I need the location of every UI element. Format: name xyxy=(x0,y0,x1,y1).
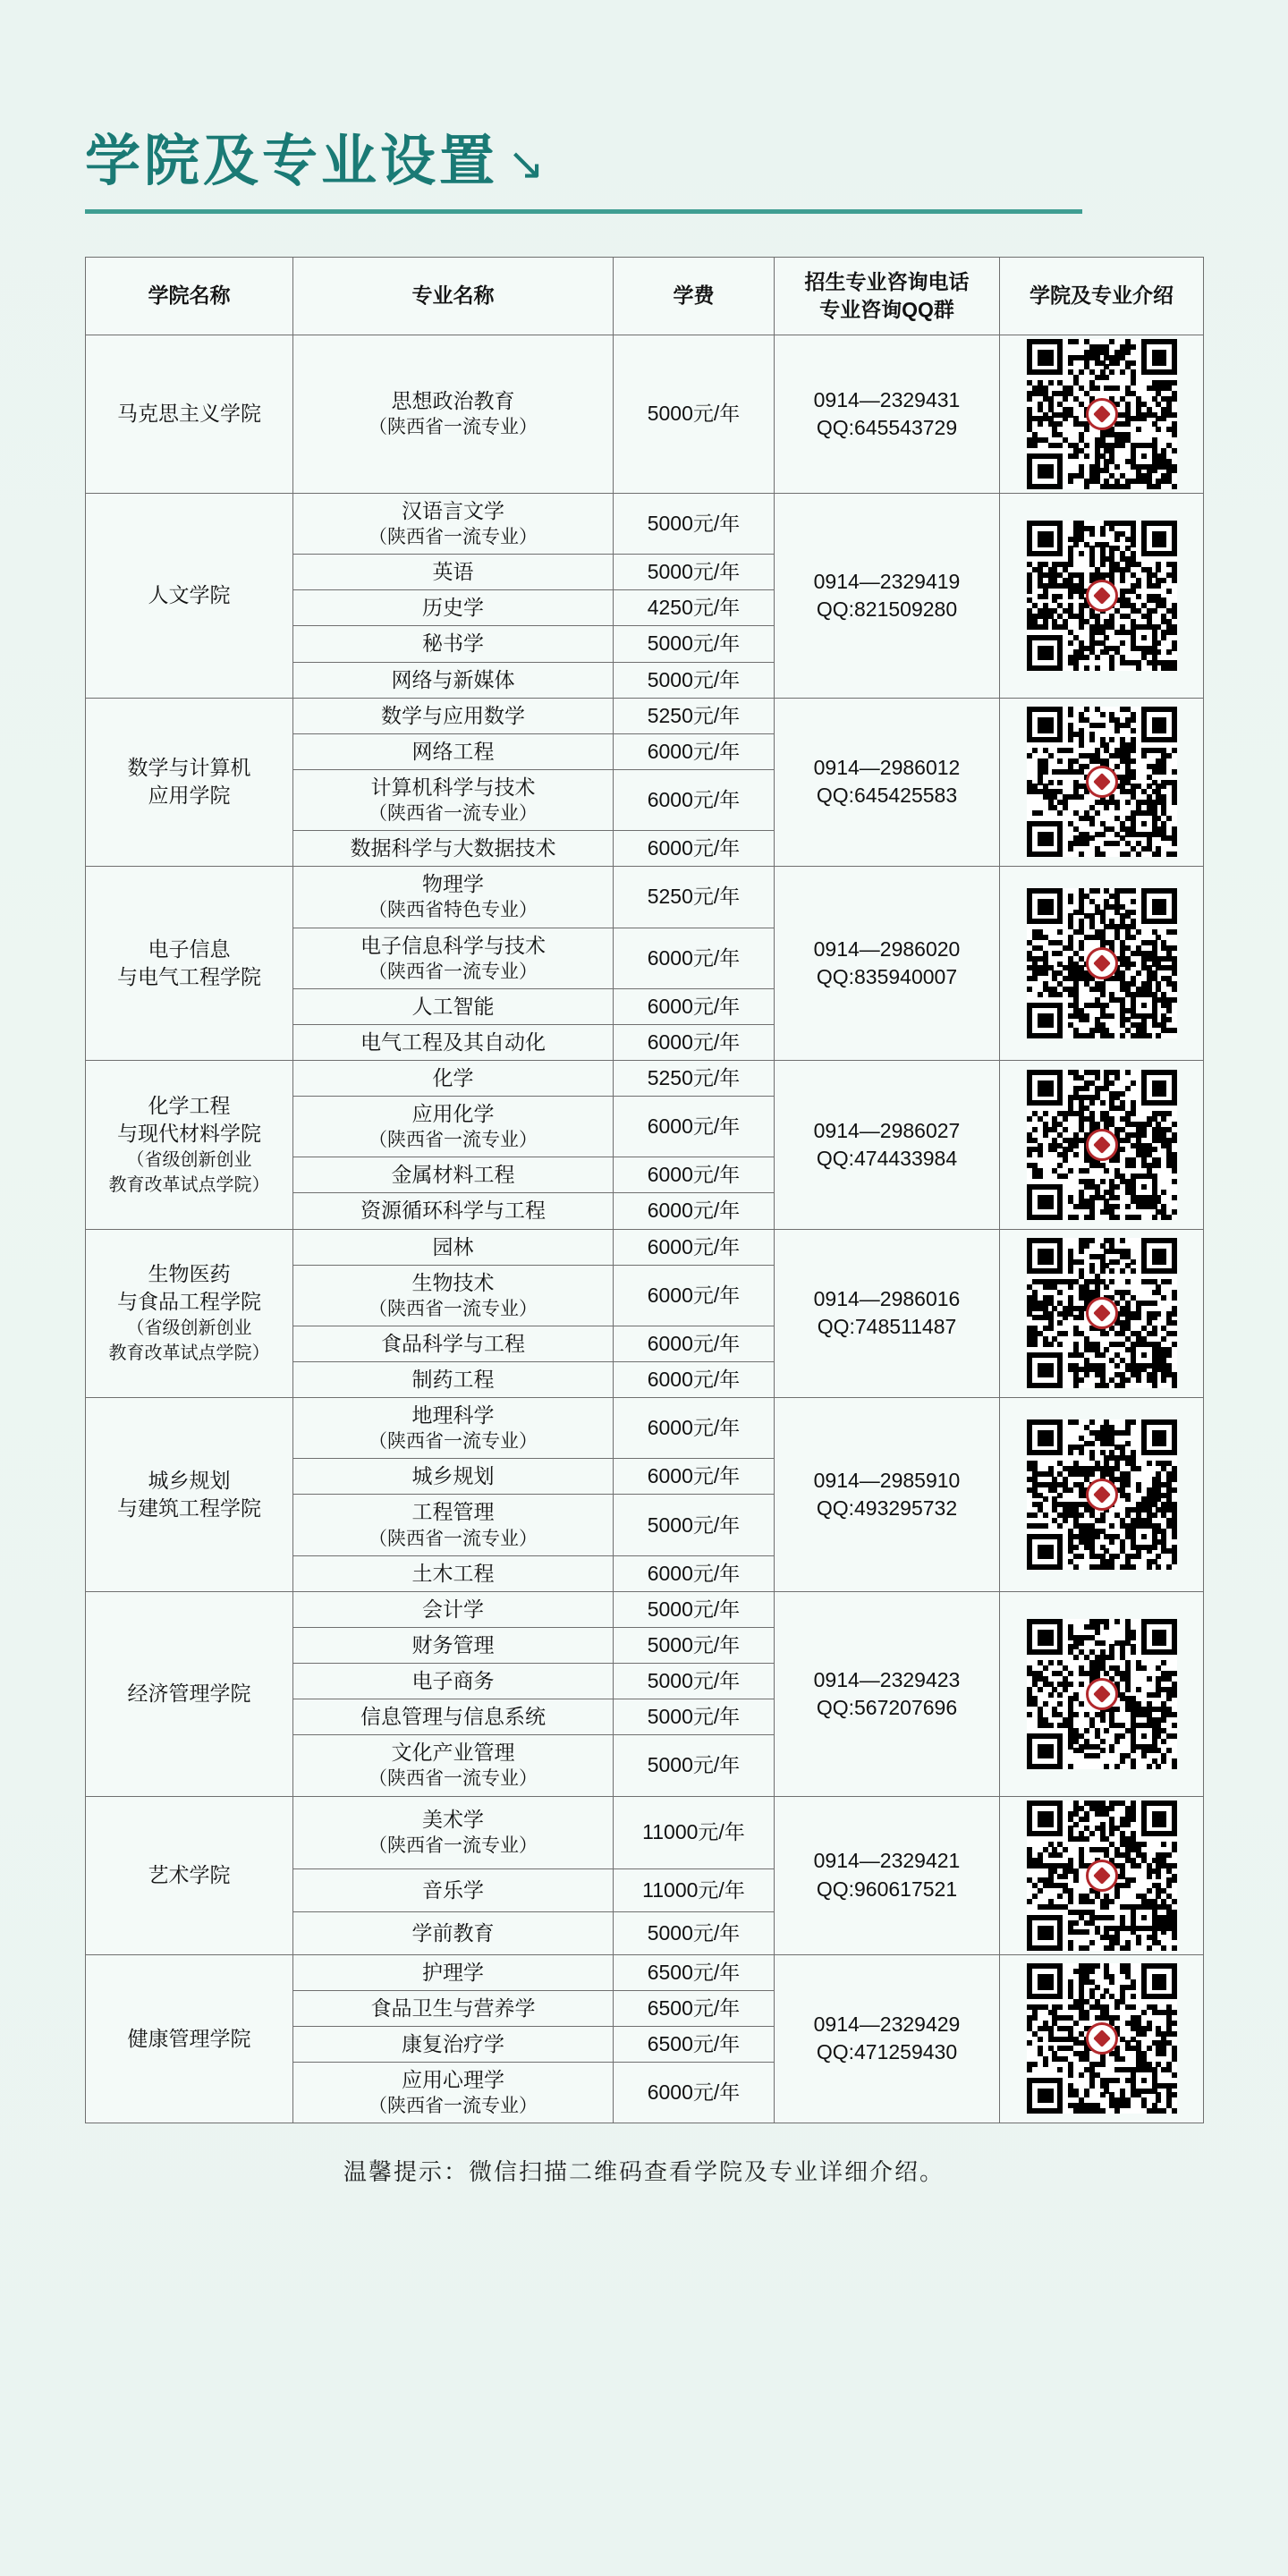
major-name: 网络与新媒体 xyxy=(391,667,515,691)
qr-center-seal-icon xyxy=(1086,1297,1118,1329)
college-name-cell xyxy=(86,1229,293,1398)
major-note: （陕西省一流专业） xyxy=(369,417,538,438)
major-name-cell xyxy=(293,1398,614,1459)
contact-phone: 0914—2329431 xyxy=(813,387,961,411)
table-row xyxy=(86,494,1204,555)
qr-code-icon[interactable] xyxy=(1027,707,1177,857)
major-name-cell xyxy=(293,626,614,662)
major-name-cell xyxy=(293,1326,614,1361)
tuition-fee-cell: 6500元/年 xyxy=(614,1954,775,1990)
major-name: 资源循环科学与工程 xyxy=(360,1199,546,1223)
contact-phone: 0914—2329419 xyxy=(813,569,961,593)
table-row xyxy=(86,1060,1204,1096)
footer-note: 温馨提示：微信扫描二维码查看学院及专业详细介绍。 xyxy=(343,2158,945,2186)
qr-center-seal-icon xyxy=(1086,947,1118,979)
qr-center-seal-icon xyxy=(1086,1678,1118,1710)
major-name: 应用心理学 xyxy=(402,2067,504,2091)
major-name-cell xyxy=(293,867,614,928)
major-name: 财务管理 xyxy=(411,1632,495,1657)
qr-code-icon[interactable] xyxy=(1027,888,1177,1038)
tuition-fee-cell: 5000元/年 xyxy=(614,1735,775,1796)
contact-phone: 0914—2985910 xyxy=(813,1468,961,1492)
major-name-cell xyxy=(293,733,614,769)
header-fee: 学费 xyxy=(614,258,775,335)
major-name: 康复治疗学 xyxy=(402,2031,504,2055)
title-divider xyxy=(85,209,1082,214)
major-note: （陕西省一流专业） xyxy=(369,2095,538,2116)
tuition-fee-cell: 6000元/年 xyxy=(614,1362,775,1398)
major-name: 应用化学 xyxy=(411,1102,495,1126)
tuition-fee-cell: 6500元/年 xyxy=(614,1990,775,2026)
contact-cell xyxy=(775,698,1000,867)
contact-cell xyxy=(775,335,1000,494)
major-name: 文化产业管理 xyxy=(391,1741,515,1765)
major-name-cell xyxy=(293,335,614,494)
tuition-fee-cell: 6000元/年 xyxy=(614,2062,775,2123)
college-name-cell xyxy=(86,1954,293,2123)
college-name-line: 人文学院 xyxy=(148,583,231,607)
college-name-sub: （省级创新创业 xyxy=(126,1318,252,1339)
major-name: 数学与应用数学 xyxy=(381,703,525,727)
contact-cell xyxy=(775,1398,1000,1592)
major-note: （陕西省一流专业） xyxy=(369,1431,538,1453)
header-college: 学院名称 xyxy=(86,258,293,335)
college-name-cell xyxy=(86,335,293,494)
major-name-cell xyxy=(293,1193,614,1229)
contact-phone: 0914—2986012 xyxy=(813,756,961,780)
contact-qq: QQ:474433984 xyxy=(816,1146,958,1170)
tuition-fee-cell: 5000元/年 xyxy=(614,555,775,590)
qr-code-cell[interactable] xyxy=(1000,1229,1204,1398)
qr-code-icon[interactable] xyxy=(1027,1419,1177,1570)
major-name: 计算机科学与技术 xyxy=(370,775,536,799)
tuition-fee-cell: 5250元/年 xyxy=(614,867,775,928)
tuition-fee-cell: 6000元/年 xyxy=(614,1459,775,1495)
tuition-fee-cell: 5000元/年 xyxy=(614,1495,775,1555)
college-name-line: 数学与计算机 xyxy=(127,756,251,780)
tuition-fee-cell: 6000元/年 xyxy=(614,988,775,1024)
major-name-cell xyxy=(293,1990,614,2026)
tuition-fee-cell: 6000元/年 xyxy=(614,1326,775,1361)
qr-center-seal-icon xyxy=(1086,580,1118,612)
college-name-line: 化学工程 xyxy=(148,1093,231,1117)
table-body xyxy=(86,335,1204,2123)
college-name-line: 生物医药 xyxy=(148,1262,231,1286)
college-name-cell xyxy=(86,1796,293,1954)
major-name-cell xyxy=(293,590,614,626)
major-name: 电子商务 xyxy=(411,1669,495,1693)
tuition-fee-cell: 6000元/年 xyxy=(614,1398,775,1459)
major-name-cell xyxy=(293,555,614,590)
major-name-cell xyxy=(293,769,614,830)
college-name-cell xyxy=(86,1398,293,1592)
major-name: 数据科学与大数据技术 xyxy=(350,836,556,860)
qr-code-cell[interactable] xyxy=(1000,494,1204,699)
qr-code-icon[interactable] xyxy=(1027,339,1177,489)
college-name-line: 与食品工程学院 xyxy=(117,1290,261,1314)
college-name-cell xyxy=(86,1060,293,1229)
table-row xyxy=(86,867,1204,928)
college-name-sub: 教育改革试点学院） xyxy=(108,1174,270,1195)
header-contact xyxy=(775,258,1000,335)
contact-qq: QQ:645543729 xyxy=(816,416,958,439)
major-name: 地理科学 xyxy=(411,1403,495,1428)
college-name-sub: 教育改革试点学院） xyxy=(108,1343,270,1364)
qr-code-cell[interactable] xyxy=(1000,1954,1204,2123)
table-header-row xyxy=(86,258,1204,335)
major-note: （陕西省一流专业） xyxy=(369,527,538,548)
college-name-sub: （省级创新创业 xyxy=(126,1149,252,1170)
college-name-line: 经济管理学院 xyxy=(127,1682,251,1706)
contact-qq: QQ:748511487 xyxy=(817,1315,957,1339)
major-name-cell xyxy=(293,1911,614,1954)
qr-code-cell[interactable] xyxy=(1000,1398,1204,1592)
major-name-cell xyxy=(293,1060,614,1096)
table-row xyxy=(86,1796,1204,1869)
table-row xyxy=(86,698,1204,733)
college-name-cell xyxy=(86,867,293,1061)
major-name: 园林 xyxy=(432,1234,474,1258)
major-name: 信息管理与信息系统 xyxy=(360,1705,546,1729)
programs-table-wrap xyxy=(85,257,1203,2123)
college-name-line: 与电气工程学院 xyxy=(117,965,261,989)
tuition-fee-cell: 5000元/年 xyxy=(614,1664,775,1699)
qr-center-seal-icon xyxy=(1086,766,1118,798)
major-name-cell xyxy=(293,1555,614,1591)
tuition-fee-cell: 6500元/年 xyxy=(614,2026,775,2062)
tuition-fee-cell: 6000元/年 xyxy=(614,1555,775,1591)
qr-code-icon[interactable] xyxy=(1027,1963,1177,2114)
table-row xyxy=(86,1591,1204,1627)
college-name-cell xyxy=(86,494,293,699)
contact-cell xyxy=(775,1954,1000,2123)
major-name-cell xyxy=(293,2062,614,2123)
major-name-cell xyxy=(293,1362,614,1398)
tuition-fee-cell: 6000元/年 xyxy=(614,1097,775,1157)
college-name-line: 电子信息 xyxy=(148,937,231,961)
page-title-text: 学院及专业设置 xyxy=(85,131,499,192)
contact-phone: 0914—2329429 xyxy=(813,2012,961,2037)
qr-code-cell[interactable] xyxy=(1000,335,1204,494)
college-name-line: 与现代材料学院 xyxy=(117,1121,261,1145)
major-name: 学前教育 xyxy=(411,1920,495,1945)
major-name: 食品卫生与营养学 xyxy=(370,1996,536,2020)
table-row xyxy=(86,1398,1204,1459)
header-contact-line2: 专业咨询QQ群 xyxy=(819,298,954,321)
major-note: （陕西省一流专业） xyxy=(369,802,538,824)
major-name: 土木工程 xyxy=(411,1561,495,1585)
qr-center-seal-icon xyxy=(1086,398,1118,430)
major-name-cell xyxy=(293,662,614,698)
arrow-down-right-icon: ↘ xyxy=(507,139,548,189)
programs-table xyxy=(85,257,1204,2123)
major-name-cell xyxy=(293,1265,614,1326)
tuition-fee-cell: 5000元/年 xyxy=(614,1591,775,1627)
college-name-line: 健康管理学院 xyxy=(127,2026,251,2050)
qr-center-seal-icon xyxy=(1086,2022,1118,2055)
tuition-fee-cell: 6000元/年 xyxy=(614,1265,775,1326)
tuition-fee-cell: 5000元/年 xyxy=(614,1627,775,1663)
major-name: 网络工程 xyxy=(411,739,495,763)
major-name-cell xyxy=(293,1796,614,1869)
tuition-fee-cell: 5000元/年 xyxy=(614,662,775,698)
qr-code-cell[interactable] xyxy=(1000,867,1204,1061)
major-name: 化学 xyxy=(432,1065,474,1089)
qr-code-icon[interactable] xyxy=(1027,1238,1177,1388)
header-major: 专业名称 xyxy=(293,258,614,335)
college-name-line: 城乡规划 xyxy=(148,1468,231,1492)
contact-qq: QQ:471259430 xyxy=(816,2040,958,2064)
qr-center-seal-icon xyxy=(1086,1860,1118,1892)
major-name: 电气工程及其自动化 xyxy=(360,1030,546,1054)
major-name-cell xyxy=(293,1699,614,1735)
contact-phone: 0914—2329421 xyxy=(813,1849,961,1873)
major-note: （陕西省一流专业） xyxy=(369,961,538,982)
tuition-fee-cell: 5000元/年 xyxy=(614,335,775,494)
major-name: 历史学 xyxy=(422,596,484,620)
major-note: （陕西省一流专业） xyxy=(369,1130,538,1151)
contact-cell xyxy=(775,1060,1000,1229)
qr-code-icon[interactable] xyxy=(1027,1801,1177,1951)
contact-cell xyxy=(775,1796,1000,1954)
tuition-fee-cell: 5000元/年 xyxy=(614,494,775,555)
major-name-cell xyxy=(293,1097,614,1157)
major-name-cell xyxy=(293,1495,614,1555)
major-name: 秘书学 xyxy=(422,631,484,656)
major-name-cell xyxy=(293,1024,614,1060)
contact-cell xyxy=(775,867,1000,1061)
major-name-cell xyxy=(293,1157,614,1193)
qr-code-cell[interactable] xyxy=(1000,1591,1204,1796)
header-contact-line1: 招生专业咨询电话 xyxy=(804,269,970,293)
table-row xyxy=(86,1229,1204,1265)
major-name: 物理学 xyxy=(422,872,484,896)
major-name-cell xyxy=(293,831,614,867)
major-name: 制药工程 xyxy=(411,1368,495,1391)
major-name-cell xyxy=(293,928,614,988)
contact-phone: 0914—2986016 xyxy=(813,1287,961,1311)
college-name-line: 艺术学院 xyxy=(148,1862,231,1886)
college-name-cell xyxy=(86,698,293,867)
major-name: 会计学 xyxy=(422,1597,484,1621)
tuition-fee-cell: 5000元/年 xyxy=(614,1911,775,1954)
table-head xyxy=(86,258,1204,335)
major-name: 护理学 xyxy=(422,1960,484,1984)
major-name-cell xyxy=(293,1869,614,1912)
tuition-fee-cell: 11000元/年 xyxy=(614,1796,775,1869)
major-name: 食品科学与工程 xyxy=(381,1331,525,1355)
contact-qq: QQ:567207696 xyxy=(816,1695,958,1719)
tuition-fee-cell: 6000元/年 xyxy=(614,769,775,830)
qr-code-icon[interactable] xyxy=(1027,1070,1177,1220)
qr-center-seal-icon xyxy=(1086,1129,1118,1161)
tuition-fee-cell: 6000元/年 xyxy=(614,733,775,769)
major-name: 城乡规划 xyxy=(411,1464,495,1488)
tuition-fee-cell: 6000元/年 xyxy=(614,1157,775,1193)
major-note: （陕西省一流专业） xyxy=(369,1528,538,1549)
major-name: 金属材料工程 xyxy=(391,1163,515,1187)
table-row xyxy=(86,335,1204,494)
contact-cell xyxy=(775,1229,1000,1398)
qr-center-seal-icon xyxy=(1086,1479,1118,1511)
major-name: 生物技术 xyxy=(411,1270,495,1294)
contact-phone: 0914—2986027 xyxy=(813,1118,961,1142)
major-name-cell xyxy=(293,988,614,1024)
contact-qq: QQ:821509280 xyxy=(816,597,958,621)
header-intro: 学院及专业介绍 xyxy=(1000,258,1204,335)
qr-code-cell[interactable] xyxy=(1000,1796,1204,1954)
major-name-cell xyxy=(293,494,614,555)
contact-qq: QQ:493295732 xyxy=(816,1496,958,1520)
tuition-fee-cell: 4250元/年 xyxy=(614,590,775,626)
qr-code-icon[interactable] xyxy=(1027,521,1177,671)
tuition-fee-cell: 6000元/年 xyxy=(614,1193,775,1229)
tuition-fee-cell: 5000元/年 xyxy=(614,626,775,662)
major-name-cell xyxy=(293,1627,614,1663)
major-name-cell xyxy=(293,1664,614,1699)
major-name-cell xyxy=(293,1735,614,1796)
major-name-cell xyxy=(293,2026,614,2062)
major-name-cell xyxy=(293,1954,614,1990)
college-name-line: 应用学院 xyxy=(148,784,231,808)
qr-code-icon[interactable] xyxy=(1027,1619,1177,1769)
major-name-cell xyxy=(293,698,614,733)
tuition-fee-cell: 6000元/年 xyxy=(614,928,775,988)
contact-phone: 0914—2986020 xyxy=(813,937,961,961)
qr-code-cell[interactable] xyxy=(1000,698,1204,867)
tuition-fee-cell: 5000元/年 xyxy=(614,1699,775,1735)
major-name-cell xyxy=(293,1459,614,1495)
major-note: （陕西省一流专业） xyxy=(369,1768,538,1790)
page-header xyxy=(85,0,1203,214)
contact-phone: 0914—2329423 xyxy=(813,1667,961,1691)
page-title xyxy=(85,131,1203,192)
major-name: 人工智能 xyxy=(411,994,495,1018)
tuition-fee-cell: 5250元/年 xyxy=(614,1060,775,1096)
major-name: 工程管理 xyxy=(411,1500,495,1524)
tuition-fee-cell: 6000元/年 xyxy=(614,1024,775,1060)
contact-qq: QQ:835940007 xyxy=(816,965,958,989)
major-note: （陕西省特色专业） xyxy=(369,900,538,921)
college-name-line: 与建筑工程学院 xyxy=(117,1496,261,1520)
major-name: 英语 xyxy=(432,560,474,584)
contact-qq: QQ:645425583 xyxy=(816,784,958,808)
major-name: 思想政治教育 xyxy=(391,389,515,413)
contact-cell xyxy=(775,494,1000,699)
major-name-cell xyxy=(293,1229,614,1265)
major-name: 电子信息科学与技术 xyxy=(360,933,546,957)
table-row xyxy=(86,1954,1204,1990)
major-note: （陕西省一流专业） xyxy=(369,1835,538,1857)
major-note: （陕西省一流专业） xyxy=(369,1298,538,1319)
college-name-line: 马克思主义学院 xyxy=(117,402,261,426)
tuition-fee-cell: 11000元/年 xyxy=(614,1869,775,1912)
tuition-fee-cell: 5250元/年 xyxy=(614,698,775,733)
major-name-cell xyxy=(293,1591,614,1627)
major-name: 汉语言文学 xyxy=(402,499,504,522)
major-name: 音乐学 xyxy=(422,1877,484,1902)
qr-code-cell[interactable] xyxy=(1000,1060,1204,1229)
contact-qq: QQ:960617521 xyxy=(816,1877,958,1901)
college-name-cell xyxy=(86,1591,293,1796)
tuition-fee-cell: 6000元/年 xyxy=(614,1229,775,1265)
tuition-fee-cell: 6000元/年 xyxy=(614,831,775,867)
major-name: 美术学 xyxy=(422,1808,484,1832)
contact-cell xyxy=(775,1591,1000,1796)
